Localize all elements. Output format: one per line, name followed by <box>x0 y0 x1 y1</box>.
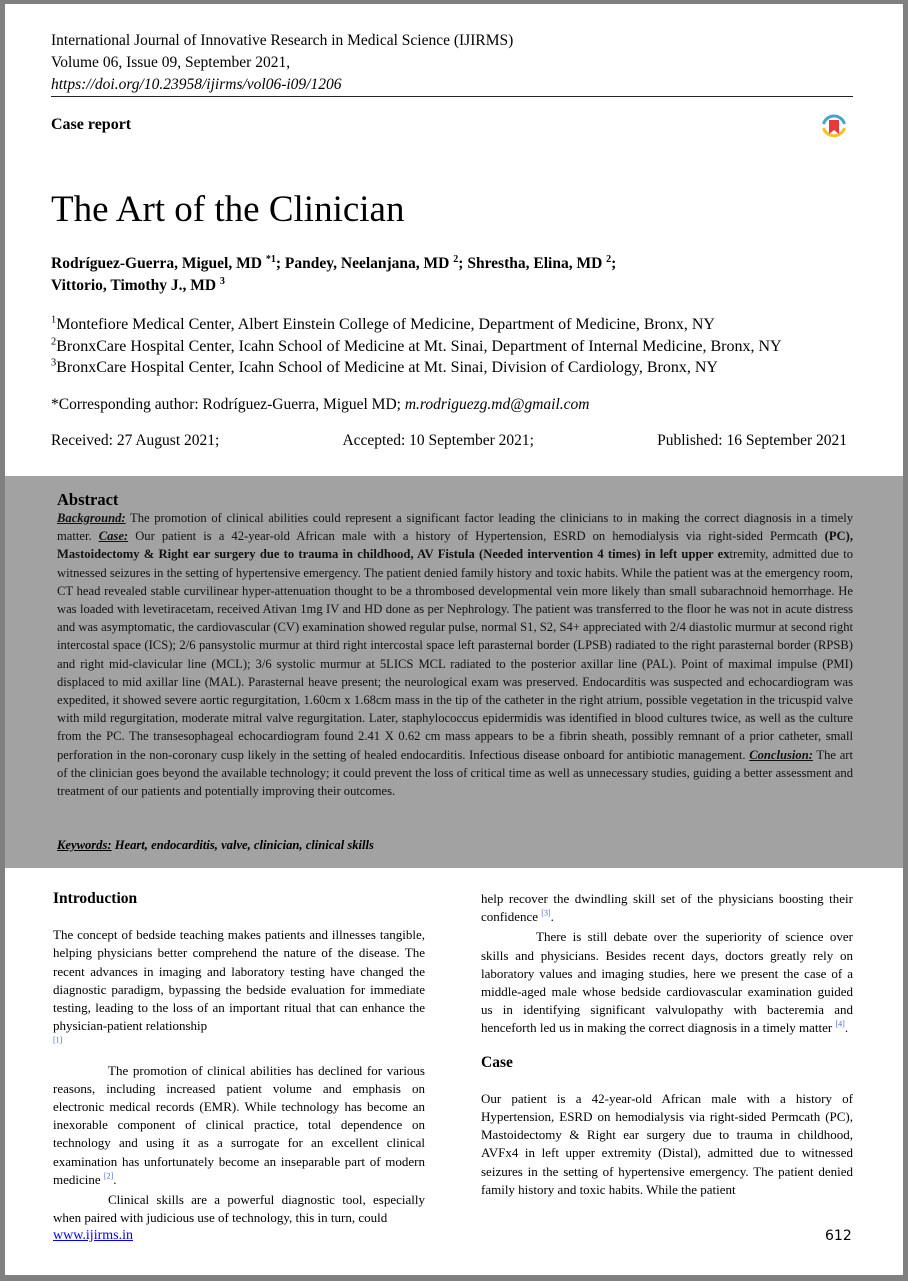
corresponding-author <box>51 396 589 414</box>
affiliation-sup: 2 <box>51 336 57 348</box>
background-label: Background: <box>57 511 126 525</box>
author-name: Rodríguez-Guerra, Miguel, MD <box>51 255 266 272</box>
citation-link[interactable]: [3] <box>541 908 551 918</box>
case-text-bold: (PC), Mastoidectomy & Right ear surgery due to trauma in childhood, AV Fistula (Needed intervention 4 times) in left upper ex <box>57 529 853 562</box>
affiliation-text: Montefiore Medical Center, Albert Einstein College of Medicine, Department of Medicine, Bronx, NY <box>56 316 715 333</box>
abstract-heading: Abstract <box>57 490 119 509</box>
article-dates <box>51 432 847 450</box>
conclusion-label: Conclusion: <box>749 747 813 762</box>
author-name: ; Shrestha, Elina, MD <box>458 255 607 272</box>
case-heading: Case <box>481 1053 513 1071</box>
author-sup: *1 <box>265 253 276 265</box>
affiliation-sup: 1 <box>51 314 57 326</box>
citation-link[interactable]: [2] <box>103 1171 114 1181</box>
affiliation <box>51 336 782 358</box>
introduction-heading: Introduction <box>53 890 138 907</box>
author-name: ; Pandey, Neelanjana, MD <box>275 255 454 272</box>
affiliation <box>51 357 782 379</box>
affiliation <box>51 314 782 336</box>
intro-paragraph-continued: help recover the dwindling skill set of the physicians boosting their confidence [3]. <box>481 891 853 925</box>
intro-paragraph: The promotion of clinical abilities has declined for various reasons, including increased patient volume and emphasis on electronic medical records (EMR). While technology has become an inexorable component of clinical practice, total dependence on technology and using it as a surrogate for an excellent clinical examination has unfortunately become an inseparable part of modern medicine [2]. <box>53 1062 425 1187</box>
doi-link[interactable]: https://doi.org/10.23958/ijirms/vol06-i09/1206 <box>51 76 342 93</box>
published-date: Published: 16 September 2021 <box>657 432 847 449</box>
background-text: The promotion of clinical abilities could represent a significant factor leading the clinicians to in making the correct diagnosis in a timely matter. <box>57 511 853 544</box>
keywords-text: Heart, endocarditis, valve, clinician, clinical skills <box>111 838 374 852</box>
paragraph-text: There is still debate over the superiority of science over skills and physicians. Besides recent days, doctors greatly rely on laboratory values and imaging studies, here we present the case of a middle-aged male whose bedside cardiovascular examination guided us in identifying significant valvulopathy with bacteremia and henceforth led us in making the correct diagnosis in a timely matter <box>481 929 853 1036</box>
document-page <box>5 4 903 1275</box>
case-text: Our patient is a 42-year-old African male with a history of Hypertension, ESRD on hemodialysis via right-sided Permcath <box>128 529 825 544</box>
paragraph-text: The concept of bedside teaching makes patients and illnesses tangible, helping physicians better comprehend the nature of the disease. The recent advances in imaging and laboratory testing have changed the diagnostic paradigm, bypassing the bedside evaluation for immediate testing, leading to the loss of an important ritual that can enhance the physician-patient relationship <box>53 927 425 1034</box>
header-divider <box>51 96 853 97</box>
paragraph-text: Clinical skills are a powerful diagnostic tool, especially when paired with judicious use of technology, this in turn, could <box>53 1192 425 1226</box>
author-sup: 2 <box>606 253 612 265</box>
intro-paragraph: There is still debate over the superiority of science over skills and physicians. Besides recent days, doctors greatly rely on laboratory values and imaging studies, here we present the case of a middle-aged male whose bedside cardiovascular examination guided us in identifying significant valvulopathy with bacteremia and henceforth led us in making the correct diagnosis in a timely matter [4]. <box>481 929 853 1036</box>
affiliations <box>51 314 782 379</box>
author-sup: 2 <box>453 253 459 265</box>
author-list <box>51 253 616 297</box>
received-date: Received: 27 August 2021; <box>51 432 220 449</box>
affiliation-text: BronxCare Hospital Center, Icahn School of Medicine at Mt. Sinai, Division of Cardiology, Bronx, NY <box>56 359 718 376</box>
journal-website-link[interactable]: www.ijirms.in <box>53 1228 133 1243</box>
paragraph-text: The promotion of clinical abilities has declined for various reasons, including increased patient volume and emphasis on electronic medical records (EMR). While technology has become an inexorable component of clinical practice, total dependence on technology and using it as a surrogate for an excellent clinical examination has unfortunately become an inseparable part of modern medicine <box>53 1062 425 1187</box>
case-text: tremity, admitted due to witnessed seizures in the setting of hypertensive emergency. The patient denied family history and toxic habits. While the patient was at the emergency room, CT head revealed stable curvilinear hyper-attenuation thought to be a thrombosed developmental vein more likely than small subarachnoid hemorrhage. He was loaded with levetiracetam, received Ativan 1mg IV and HD done as per Nephrology. The patient was transferred to the floor he was not in acute distress and was asymptomatic, the cardiovascular (CV) examination showed regular pulse, normal S1, S2, S4+ appreciated with 2/4 diastolic murmur at second right intercostal space (ICS); 2/6 pansystolic murmur at third right intercostal space left parasternal border (LPSB) radiated to the right parasternal border (RPSB) and right mid-clavicular line (MCL); 3/6 systolic murmur at 5LICS MCL radiated to the posterior axillar line (PAL). Point of maximal impulse (PMI) displaced to mid axillar line (MAL). Parasternal heave present; the neurological exam was preserved. Endocarditis was suspected and echocardiogram was expedited, it showed severe aortic regurgitation, 1.60cm x 1.68cm mass in the tip of the catheter in the right atrium, possible vegetation in the tricuspid valve with mild regurgitation, moderate mitral valve regurgitation. Later, staphylococcus epidermidis was identified in blood cultures twice, as well as the culture from the PC. The transesophageal echocardiogram found 2.41 X 0.62 cm mass appears to be a fibrin sheath, possibly remnant of a prior catheter, small perforation in the non-coronary cusp likely in the setting of healed endocarditis. Infectious disease onboard for antibiotic management. <box>57 547 853 762</box>
conclusion-text: The art of the clinician goes beyond the available technology; it could prevent the loss of critical time as well as unnecessary studies, guiding a better assessment and treatment of our patients and potentially improving their outcomes. <box>57 747 853 799</box>
corresponding-email[interactable]: m.rodriguezg.md@gmail.com <box>404 396 590 413</box>
author-sup: 3 <box>219 275 225 287</box>
author-name: Vittorio, Timothy J., MD <box>51 277 220 294</box>
affiliation-sup: 3 <box>51 357 57 369</box>
intro-paragraph <box>53 926 425 1053</box>
abstract-section <box>5 476 903 868</box>
journal-header <box>51 30 513 96</box>
case-label: Case: <box>98 529 129 544</box>
citation-link[interactable]: [4] <box>835 1020 845 1030</box>
right-column <box>481 890 853 1199</box>
article-title: The Art of the Clinician <box>51 189 405 230</box>
case-paragraph: Our patient is a 42-year-old African male with a history of Hypertension, ESRD on hemodialysis via right-sided Permcath (PC), Mastoidectomy & Right ear surgery due to trauma in childhood, AVFx4 in left upper extremity (Distal), admitted due to witnessed seizures in the setting of hypertensive emergency. The patient denied family history and toxic habits. While the patient <box>481 1090 853 1197</box>
article-type: Case report <box>51 116 132 133</box>
keywords <box>57 838 374 853</box>
keywords-label: Keywords: <box>57 838 112 852</box>
affiliation-text: BronxCare Hospital Center, Icahn School of Medicine at Mt. Sinai, Department of Internal Medicine, Bronx, NY <box>56 337 782 355</box>
page-number: 612 <box>825 1228 852 1244</box>
author-sep: ; <box>611 255 617 272</box>
crossmark-icon[interactable] <box>821 114 847 140</box>
journal-issue: Volume 06, Issue 09, September 2021, <box>51 54 291 71</box>
left-column <box>53 890 425 1227</box>
abstract-text <box>57 509 853 800</box>
corresponding-label: *Corresponding author: Rodríguez-Guerra, Miguel MD; <box>51 396 405 413</box>
citation-link[interactable]: [1] <box>53 1036 63 1046</box>
accepted-date: Accepted: 10 September 2021; <box>342 432 534 449</box>
journal-name: International Journal of Innovative Research in Medical Science (IJIRMS) <box>51 32 514 49</box>
intro-paragraph <box>53 1191 425 1227</box>
